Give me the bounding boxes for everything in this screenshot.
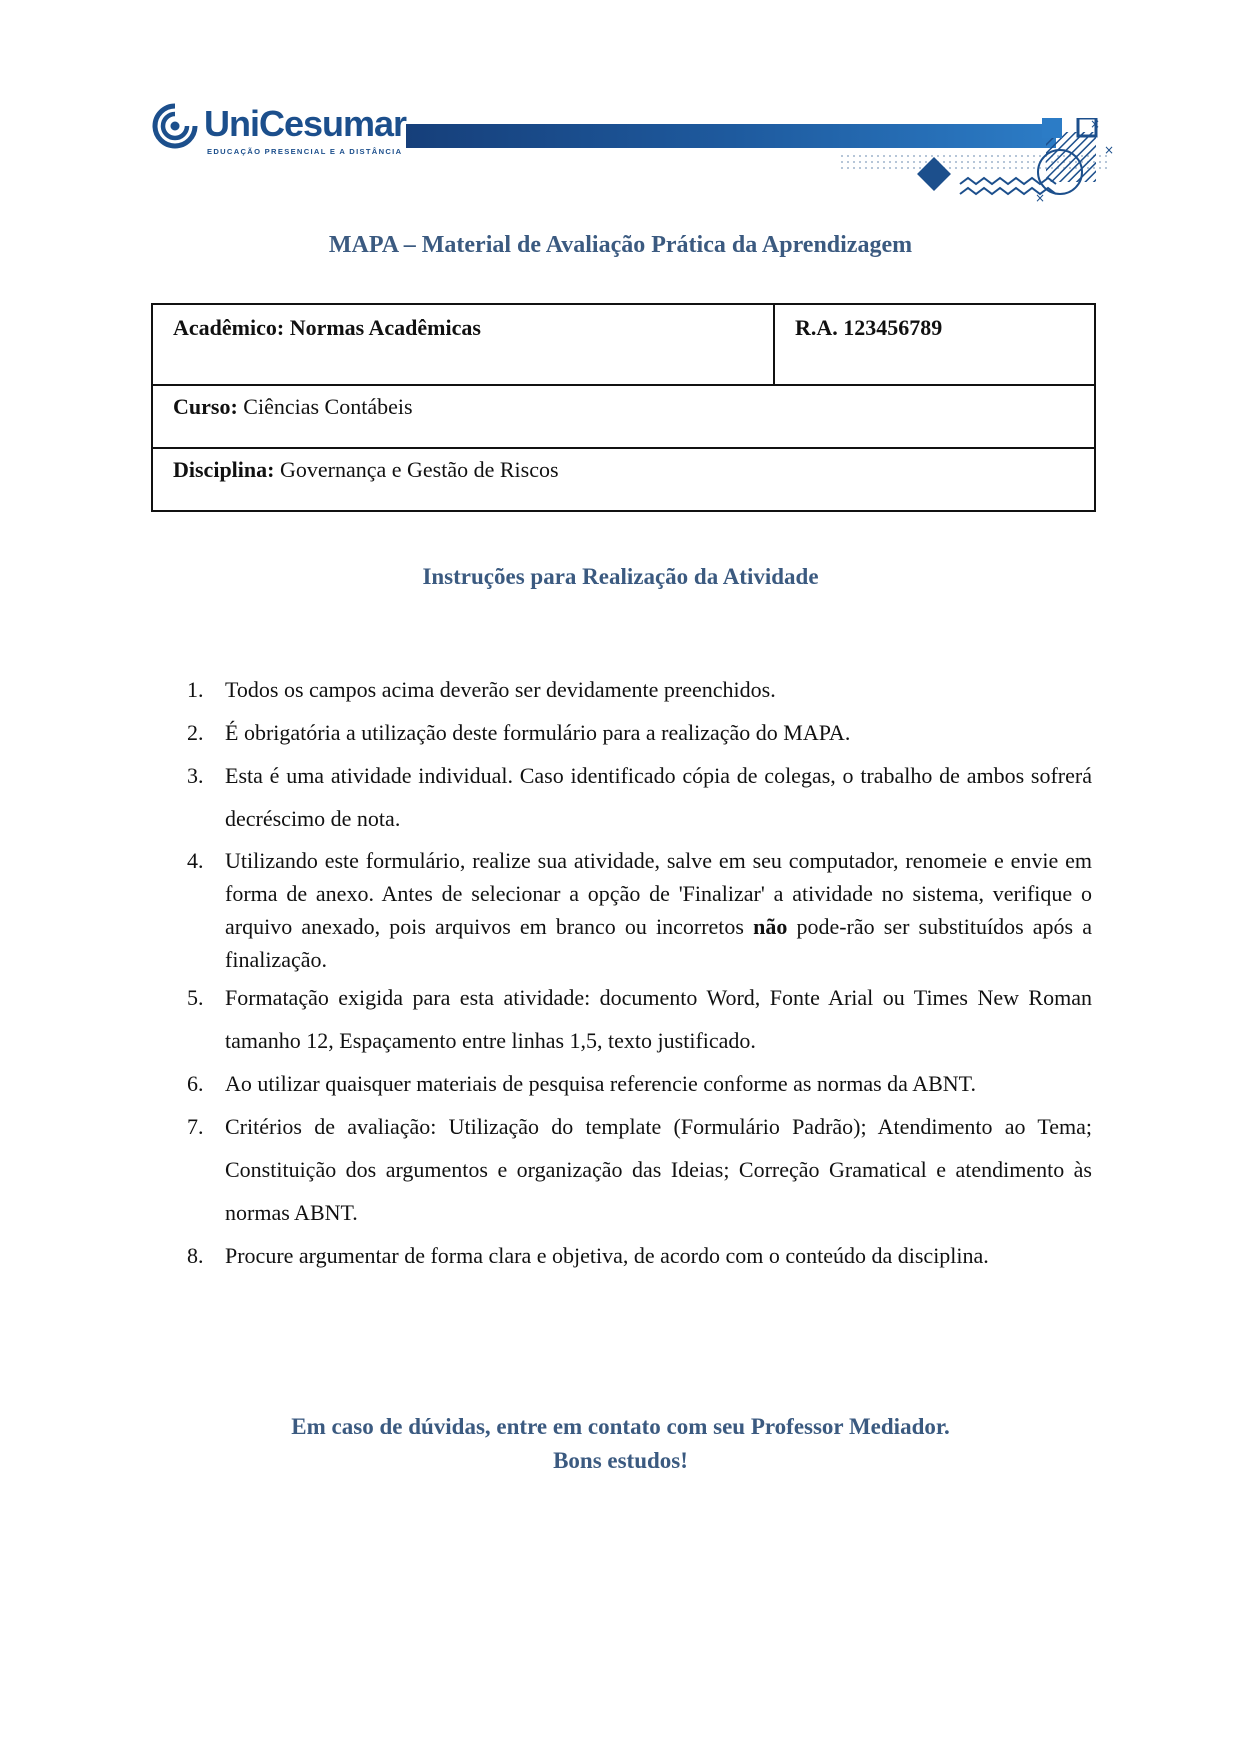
logo-circles-icon [150,103,200,149]
ra-label: R.A. [795,315,838,340]
course-label: Curso: [173,394,238,419]
discipline-value: Governança e Gestão de Riscos [279,457,559,482]
course-cell [152,385,1095,448]
page-header [150,100,1115,210]
list-item: 3. Esta é uma atividade individual. Caso identificado cópia de colegas, o trabalho de ambos sofrerá decréscimo de nota. [187,763,1092,831]
discipline-label: Disciplina: [173,457,275,482]
logo-text: UniCesumar [204,103,407,144]
instructions-list [172,668,1092,1277]
list-item: 6. Ao utilizar quaisquer materiais de pesquisa referencie conforme as normas da ABNT. [187,1071,976,1096]
list-item: 5. Formatação exigida para esta atividade: documento Word, Fonte Arial ou Times New Roman tamanho 12, Espaçamento entre linhas 1,5, texto justificado. [187,985,1092,1053]
unicesumar-logo [150,103,405,163]
svg-text:×: × [1104,143,1115,157]
academic-value: Normas Acadêmicas [289,315,481,340]
discipline-cell [152,448,1095,511]
list-item: 8. Procure argumentar de forma clara e objetiva, de acordo com o conteúdo da disciplina. [187,1243,989,1268]
logo-tagline: EDUCAÇÃO PRESENCIAL E A DISTÂNCIA [207,147,403,156]
ra-cell [774,304,1095,385]
academic-label: Acadêmico: [173,315,285,340]
list-item: 2. É obrigatória a utilização deste formulário para a realização do MAPA. [187,720,851,745]
footer-line-2: Bons estudos! [553,1448,688,1473]
course-value: Ciências Contábeis [243,394,413,419]
document-title: MAPA – Material de Avaliação Prática da Aprendizagem [328,232,913,258]
instructions-title: Instruções para Realização da Atividade [422,564,819,589]
list-item: 1. Todos os campos acima deverão ser devidamente preenchidos. [187,677,776,702]
academic-cell [152,304,774,385]
footer-message [0,1410,1241,1478]
list-item: 4. Utilizando este formulário, realize sua atividade, salve em seu computador, renomeie e envie em forma de anexo. Antes de selecionar a opção de 'Finalizar' a atividade no sistema, verifique o arquivo anexado, pois arquivos em branco ou incorretos não pode-rão ser substituídos após a finalização. [187,848,1092,972]
footer-line-1: Em caso de dúvidas, entre em contato com seu Professor Mediador. [291,1414,950,1439]
header-decoration [690,118,1240,210]
ra-value: 123456789 [843,315,943,340]
list-item: 7. Critérios de avaliação: Utilização do template (Formulário Padrão); Atendimento ao Tema; Constituição dos argumentos e organização das Ideias; Correção Gramatical e atendimento às normas ABNT. [187,1114,1092,1225]
student-info-table [151,303,1096,512]
svg-text:×: × [1035,191,1046,205]
svg-text:×: × [1090,118,1101,131]
